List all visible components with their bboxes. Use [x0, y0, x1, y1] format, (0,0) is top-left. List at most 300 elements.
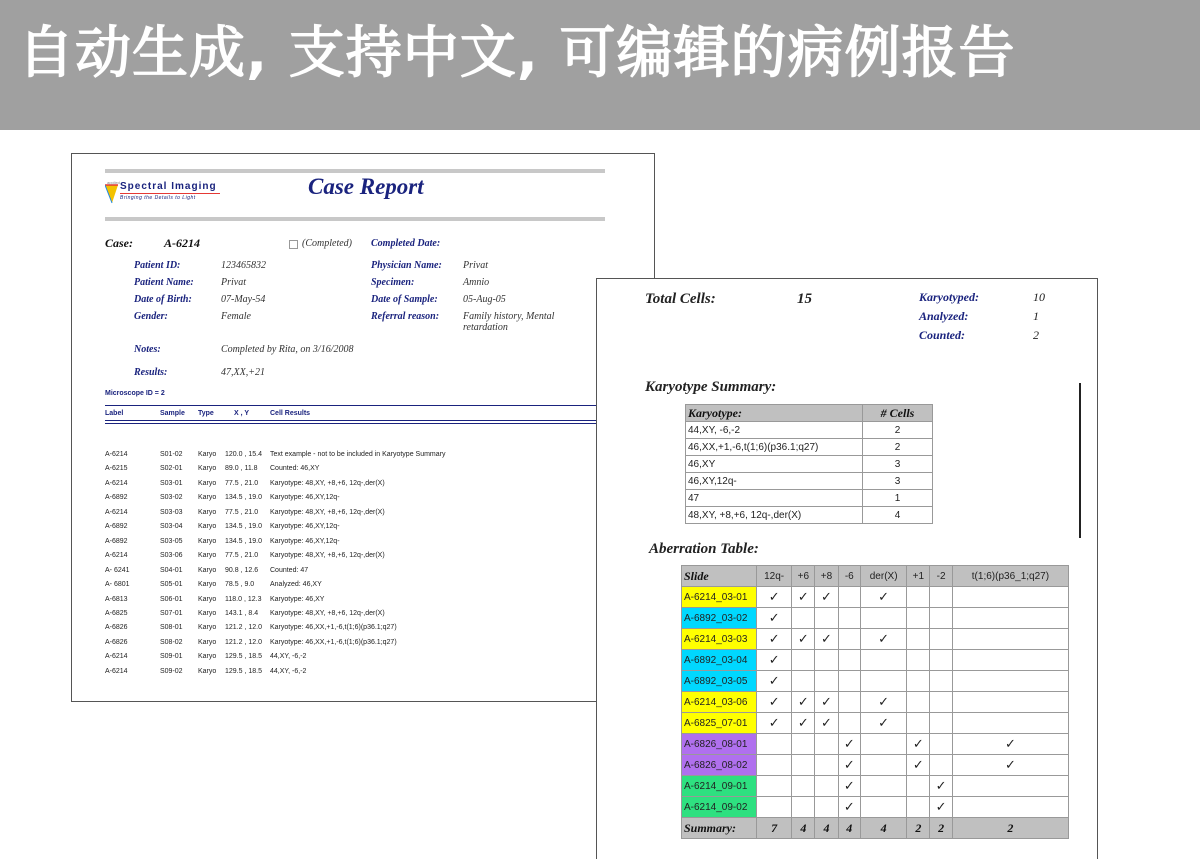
- results-label: Results:: [134, 367, 168, 378]
- aberration-row: [682, 755, 1069, 776]
- karyotype-col-header: Karyotype:: [686, 405, 863, 422]
- cell-result-row: [105, 552, 605, 566]
- cell-label: A- 6801: [105, 581, 130, 589]
- cell-xy: 129.5 , 18.5: [225, 653, 262, 661]
- cell-xy: 78.5 , 9.0: [225, 581, 255, 589]
- cell-type: Karyo: [198, 479, 217, 487]
- karyotype-cell-count: 3: [863, 473, 933, 490]
- cell-type: Karyo: [198, 653, 217, 661]
- patient-field-value: 07-May-54: [221, 294, 266, 305]
- col-type: Type: [198, 410, 214, 417]
- cell-result-row: [105, 465, 605, 479]
- empty-cell: [930, 608, 952, 629]
- top-rule: [105, 169, 605, 173]
- cell-result: Counted: 47: [270, 566, 309, 574]
- cell-type: Karyo: [198, 609, 217, 617]
- cell-label: A-6825: [105, 609, 128, 617]
- empty-cell: [952, 671, 1068, 692]
- banner-title: 自动生成, 支持中文, 可编辑的病例报告: [18, 21, 1016, 86]
- karyotype-cell-count: 1: [863, 490, 933, 507]
- check-mark-icon: ✓: [792, 587, 815, 608]
- slide-name-cell: A-6892_03-05: [682, 671, 757, 692]
- summary-count: 4: [861, 818, 907, 839]
- check-mark-icon: ✓: [815, 587, 838, 608]
- cell-result-row: [105, 624, 605, 638]
- cell-result: Karyotype: 46,XX,+1,-6,t(1;6)(p36.1;q27): [270, 624, 397, 632]
- patient-field-label: Gender:: [134, 311, 168, 322]
- cell-label: A-6813: [105, 595, 128, 603]
- summary-count: 4: [792, 818, 815, 839]
- karyotype-cell-count: 2: [863, 422, 933, 439]
- empty-cell: [952, 713, 1068, 734]
- col-cell-results: Cell Results: [270, 410, 311, 417]
- sample-field-value-line2: retardation: [463, 322, 508, 333]
- empty-cell: [952, 629, 1068, 650]
- case-report-page: [71, 153, 655, 702]
- empty-cell: [838, 692, 860, 713]
- empty-cell: [861, 734, 907, 755]
- logo-tagline: Bringing the Details to Light: [120, 195, 196, 201]
- patient-field-label: Date of Birth:: [134, 294, 192, 305]
- check-mark-icon: ✓: [757, 713, 792, 734]
- cell-label: A- 6241: [105, 566, 130, 574]
- completed-check-label: (Completed): [302, 238, 352, 249]
- summary-count: 2: [930, 818, 952, 839]
- total-cells-label: Total Cells:: [645, 291, 716, 307]
- cell-sample: S03-04: [160, 523, 183, 531]
- cell-xy: 77.5 , 21.0: [225, 552, 259, 560]
- cell-result: Text example - not to be included in Karyotype Summary: [270, 451, 446, 458]
- cell-xy: 89.0 , 11.8: [225, 465, 258, 473]
- empty-cell: [838, 608, 860, 629]
- cell-result-row: [105, 653, 605, 667]
- karyotype-row: [686, 456, 933, 473]
- cell-sample: S03-06: [160, 552, 183, 560]
- empty-cell: [815, 608, 838, 629]
- check-mark-icon: ✓: [757, 629, 792, 650]
- cell-sample: S09-01: [160, 653, 183, 661]
- slide-name-cell: A-6214_09-02: [682, 797, 757, 818]
- empty-cell: [907, 671, 930, 692]
- cell-type: Karyo: [198, 494, 217, 502]
- cell-sample: S08-02: [160, 638, 183, 646]
- cell-result-row: [105, 523, 605, 537]
- spectral-imaging-logo: [105, 179, 225, 207]
- check-mark-icon: ✓: [757, 671, 792, 692]
- karyotype-name: 47: [686, 490, 863, 507]
- cell-label: A-6214: [105, 479, 128, 487]
- cell-label: A-6214: [105, 667, 128, 675]
- empty-cell: [792, 734, 815, 755]
- empty-cell: [907, 797, 930, 818]
- check-mark-icon: ✓: [757, 692, 792, 713]
- cell-type: Karyo: [198, 537, 217, 545]
- empty-cell: [815, 797, 838, 818]
- empty-cell: [861, 650, 907, 671]
- cell-sample: S03-01: [160, 479, 183, 487]
- check-mark-icon: ✓: [861, 713, 907, 734]
- empty-cell: [861, 776, 907, 797]
- empty-cell: [952, 608, 1068, 629]
- empty-cell: [757, 797, 792, 818]
- empty-cell: [952, 776, 1068, 797]
- empty-cell: [930, 650, 952, 671]
- patient-field-label: Patient ID:: [134, 260, 181, 271]
- karyotype-summary-table: [685, 404, 933, 524]
- slide-col-header: Slide: [682, 566, 757, 587]
- empty-cell: [861, 608, 907, 629]
- check-mark-icon: ✓: [907, 734, 930, 755]
- check-mark-icon: ✓: [838, 797, 860, 818]
- slide-name-cell: A-6214_03-01: [682, 587, 757, 608]
- summary-count: 7: [757, 818, 792, 839]
- cell-label: A-6214: [105, 508, 128, 516]
- empty-cell: [861, 797, 907, 818]
- aberration-row: [682, 734, 1069, 755]
- summary-count: 2: [907, 818, 930, 839]
- karyotype-summary-title: Karyotype Summary:: [645, 379, 777, 395]
- check-mark-icon: ✓: [757, 650, 792, 671]
- aberration-col-header: 12q-: [757, 566, 792, 587]
- check-mark-icon: ✓: [952, 734, 1068, 755]
- cell-sample: S05-01: [160, 581, 183, 589]
- aberration-col-header: der(X): [861, 566, 907, 587]
- empty-cell: [930, 671, 952, 692]
- empty-cell: [815, 671, 838, 692]
- empty-cell: [792, 755, 815, 776]
- check-mark-icon: ✓: [861, 587, 907, 608]
- empty-cell: [952, 587, 1068, 608]
- check-mark-icon: ✓: [792, 713, 815, 734]
- banner: [0, 0, 1200, 130]
- empty-cell: [861, 755, 907, 776]
- cell-result-row: [105, 639, 605, 653]
- check-mark-icon: ✓: [838, 755, 860, 776]
- empty-cell: [757, 734, 792, 755]
- slide-name-cell: A-6214_09-01: [682, 776, 757, 797]
- aberration-row: [682, 629, 1069, 650]
- karyotype-header-row: [686, 405, 933, 422]
- cell-type: Karyo: [198, 595, 217, 603]
- cell-result: Karyotype: 46,XX,+1,-6,t(1;6)(p36.1;q27): [270, 638, 397, 646]
- cell-result: Karyotype: 46,XY,12q-: [270, 537, 340, 545]
- empty-cell: [792, 776, 815, 797]
- cell-type: Karyo: [198, 638, 217, 646]
- stat-value: 1: [1033, 309, 1039, 323]
- aberration-table: [681, 565, 1069, 839]
- empty-cell: [907, 776, 930, 797]
- check-mark-icon: ✓: [792, 692, 815, 713]
- aberration-header-row: [682, 566, 1069, 587]
- cell-result-row: [105, 494, 605, 508]
- empty-cell: [930, 755, 952, 776]
- cell-result: Karyotype: 46,XY: [270, 595, 325, 603]
- sample-field-value: Family history, Mental: [463, 311, 555, 322]
- empty-cell: [815, 776, 838, 797]
- cell-xy: 134.5 , 19.0: [225, 523, 262, 531]
- slide-name-cell: A-6892_03-04: [682, 650, 757, 671]
- aberration-summary-row: [682, 818, 1069, 839]
- aberration-table-title: Aberration Table:: [649, 541, 759, 557]
- microscope-id: Microscope ID = 2: [105, 390, 165, 397]
- cell-result-row: [105, 610, 605, 624]
- cell-xy: 143.1 , 8.4: [225, 609, 259, 617]
- empty-cell: [815, 650, 838, 671]
- aberration-row: [682, 671, 1069, 692]
- summary-count: 4: [815, 818, 838, 839]
- sample-field-label: Specimen:: [371, 277, 415, 288]
- cell-type: Karyo: [198, 508, 217, 516]
- stat-value: 2: [1033, 328, 1039, 342]
- cell-xy: 134.5 , 19.0: [225, 494, 262, 502]
- slide-name-cell: A-6214_03-03: [682, 629, 757, 650]
- patient-field-value: Privat: [221, 277, 246, 288]
- cell-result: Karyotype: 48,XY, +8,+6, 12q-,der(X): [270, 552, 385, 560]
- cell-sample: S03-02: [160, 494, 183, 502]
- karyotype-name: 48,XY, +8,+6, 12q-,der(X): [686, 507, 863, 524]
- slide-name-cell: A-6826_08-01: [682, 734, 757, 755]
- empty-cell: [952, 797, 1068, 818]
- aberration-col-header: -6: [838, 566, 860, 587]
- empty-cell: [757, 755, 792, 776]
- cell-label: A-6214: [105, 552, 128, 560]
- karyotype-cell-count: 4: [863, 507, 933, 524]
- cell-result: Karyotype: 48,XY, +8,+6, 12q-,der(X): [270, 609, 385, 617]
- empty-cell: [930, 713, 952, 734]
- empty-cell: [930, 692, 952, 713]
- cell-xy: 121.2 , 12.0: [225, 624, 262, 632]
- empty-cell: [930, 734, 952, 755]
- aberration-col-header: -2: [930, 566, 952, 587]
- check-mark-icon: ✓: [838, 734, 860, 755]
- cell-xy: 121.2 , 12.0: [225, 638, 262, 646]
- summary-count: 2: [952, 818, 1068, 839]
- cell-result-row: [105, 567, 605, 581]
- empty-cell: [861, 671, 907, 692]
- col-xy: X , Y: [234, 410, 250, 417]
- check-mark-icon: ✓: [952, 755, 1068, 776]
- cell-result: Analyzed: 46,XY: [270, 581, 322, 589]
- cell-type: Karyo: [198, 667, 217, 675]
- cell-xy: 77.5 , 21.0: [225, 508, 259, 516]
- karyotype-row: [686, 422, 933, 439]
- cell-type: Karyo: [198, 465, 217, 473]
- sample-field-value: 05-Aug-05: [463, 294, 506, 305]
- cell-result-row: [105, 538, 605, 552]
- aberration-row: [682, 776, 1069, 797]
- empty-cell: [815, 755, 838, 776]
- karyotype-row: [686, 473, 933, 490]
- cell-sample: S02-01: [160, 465, 183, 473]
- empty-cell: [792, 671, 815, 692]
- logo-brand: Spectral Imaging: [120, 181, 217, 192]
- results-value: 47,XX,+21: [221, 367, 265, 378]
- cell-result: Karyotype: 48,XY, +8,+6, 12q-,der(X): [270, 508, 385, 516]
- empty-cell: [907, 713, 930, 734]
- notes-value: Completed by Rita, on 3/16/2008: [221, 344, 354, 355]
- cell-result: 44,XY, -6,-2: [270, 653, 307, 661]
- empty-cell: [838, 671, 860, 692]
- empty-cell: [930, 629, 952, 650]
- cell-label: A-6892: [105, 537, 128, 545]
- cell-result: Counted: 46,XY: [270, 465, 320, 473]
- cell-type: Karyo: [198, 451, 217, 458]
- aberration-row: [682, 587, 1069, 608]
- cell-result: Karyotype: 46,XY,12q-: [270, 494, 340, 502]
- aberration-row: [682, 797, 1069, 818]
- logo-underline: [120, 193, 220, 194]
- case-id: A-6214: [164, 236, 200, 250]
- cell-xy: 90.8 , 12.6: [225, 566, 259, 574]
- sample-field-value: Amnio: [463, 277, 490, 288]
- patient-field-label: Patient Name:: [134, 277, 194, 288]
- cell-result-row: [105, 451, 605, 465]
- cell-sample: S07-01: [160, 609, 183, 617]
- cell-sample: S06-01: [160, 595, 183, 603]
- cell-type: Karyo: [198, 624, 217, 632]
- cell-label: A-6892: [105, 523, 128, 531]
- karyotype-name: 46,XX,+1,-6,t(1;6)(p36.1;q27): [686, 439, 863, 456]
- empty-cell: [792, 650, 815, 671]
- slide-name-cell: A-6214_03-06: [682, 692, 757, 713]
- check-mark-icon: ✓: [907, 755, 930, 776]
- cell-label: A-6215: [105, 465, 128, 473]
- empty-cell: [838, 650, 860, 671]
- patient-field-value: Female: [221, 311, 251, 322]
- cell-result-row: [105, 509, 605, 523]
- cell-label: A-6214: [105, 653, 128, 661]
- cell-sample: S04-01: [160, 566, 183, 574]
- slide-name-cell: A-6825_07-01: [682, 713, 757, 734]
- header-rule-double: [105, 423, 596, 424]
- cell-label: A-6214: [105, 451, 128, 458]
- cell-xy: 129.5 , 18.5: [225, 667, 262, 675]
- karyotype-row: [686, 507, 933, 524]
- aberration-col-header: +8: [815, 566, 838, 587]
- cell-result: Karyotype: 46,XY,12q-: [270, 523, 340, 531]
- karyotype-cell-count: 3: [863, 456, 933, 473]
- cell-xy: 77.5 , 21.0: [225, 479, 259, 487]
- sample-field-label: Date of Sample:: [371, 294, 438, 305]
- empty-cell: [792, 608, 815, 629]
- check-mark-icon: ✓: [757, 587, 792, 608]
- summary-count: 4: [838, 818, 860, 839]
- check-mark-icon: ✓: [815, 713, 838, 734]
- stat-label: Karyotyped:: [919, 290, 979, 304]
- completed-checkbox[interactable]: [289, 240, 298, 249]
- empty-cell: [838, 587, 860, 608]
- cell-sample: S01-02: [160, 451, 183, 458]
- check-mark-icon: ✓: [838, 776, 860, 797]
- karyotype-name: 46,XY: [686, 456, 863, 473]
- stat-label: Analyzed:: [919, 309, 969, 323]
- cell-result-row: [105, 668, 605, 682]
- cell-result-row: [105, 581, 605, 595]
- aberration-col-header: t(1;6)(p36_1;q27): [952, 566, 1068, 587]
- empty-cell: [907, 650, 930, 671]
- empty-cell: [907, 629, 930, 650]
- slide-name-cell: A-6826_08-02: [682, 755, 757, 776]
- empty-cell: [757, 776, 792, 797]
- aberration-row: [682, 713, 1069, 734]
- empty-cell: [838, 629, 860, 650]
- title-rule: [105, 217, 605, 221]
- summary-page: [596, 278, 1098, 859]
- patient-field-value: 123465832: [221, 260, 266, 271]
- cell-sample: S09-02: [160, 667, 183, 675]
- cell-label: A-6892: [105, 494, 128, 502]
- col-sample: Sample: [160, 410, 185, 417]
- cell-xy: 120.0 , 15.4: [225, 451, 262, 458]
- empty-cell: [952, 650, 1068, 671]
- stat-label: Counted:: [919, 328, 966, 342]
- cell-result: Karyotype: 48,XY, +8,+6, 12q-,der(X): [270, 479, 385, 487]
- empty-cell: [930, 587, 952, 608]
- check-mark-icon: ✓: [815, 629, 838, 650]
- check-mark-icon: ✓: [861, 629, 907, 650]
- aberration-row: [682, 650, 1069, 671]
- cell-xy: 134.5 , 19.0: [225, 537, 262, 545]
- check-mark-icon: ✓: [861, 692, 907, 713]
- empty-cell: [907, 608, 930, 629]
- cell-sample: S08-01: [160, 624, 183, 632]
- report-title: Case Report: [308, 174, 424, 199]
- karyotype-name: 46,XY,12q-: [686, 473, 863, 490]
- cell-type: Karyo: [198, 552, 217, 560]
- empty-cell: [815, 734, 838, 755]
- header-rule-bottom: [105, 420, 596, 421]
- summary-label: Summary:: [682, 818, 757, 839]
- check-mark-icon: ✓: [757, 608, 792, 629]
- cell-label: A-6826: [105, 624, 128, 632]
- cells-col-header: # Cells: [863, 405, 933, 422]
- slide-name-cell: A-6892_03-02: [682, 608, 757, 629]
- karyotype-name: 44,XY, -6,-2: [686, 422, 863, 439]
- empty-cell: [838, 713, 860, 734]
- case-label: Case:: [105, 236, 133, 250]
- karyotype-cell-count: 2: [863, 439, 933, 456]
- empty-cell: [907, 587, 930, 608]
- cell-type: Karyo: [198, 566, 217, 574]
- col-label: Label: [105, 410, 124, 417]
- cell-type: Karyo: [198, 581, 217, 589]
- karyotype-row: [686, 490, 933, 507]
- logo-triangle-icon: [105, 183, 119, 205]
- check-mark-icon: ✓: [815, 692, 838, 713]
- empty-cell: [792, 797, 815, 818]
- sample-field-label: Physician Name:: [371, 260, 442, 271]
- cell-type: Karyo: [198, 523, 217, 531]
- notes-label: Notes:: [134, 344, 161, 355]
- check-mark-icon: ✓: [930, 776, 952, 797]
- logo-small-text: applied: [107, 180, 120, 185]
- cell-sample: S03-03: [160, 508, 183, 516]
- check-mark-icon: ✓: [792, 629, 815, 650]
- sample-field-value: Privat: [463, 260, 488, 271]
- sample-field-label: Referral reason:: [371, 311, 440, 322]
- empty-cell: [952, 692, 1068, 713]
- empty-cell: [907, 692, 930, 713]
- cell-result-row: [105, 480, 605, 494]
- completed-date-label: Completed Date:: [371, 238, 441, 249]
- check-mark-icon: ✓: [930, 797, 952, 818]
- cell-sample: S03-05: [160, 537, 183, 545]
- karyotype-row: [686, 439, 933, 456]
- cell-result: 44,XY, -6,-2: [270, 667, 307, 675]
- aberration-col-header: +1: [907, 566, 930, 587]
- cell-xy: 118.0 , 12.3: [225, 595, 262, 603]
- vertical-rule: [1079, 383, 1081, 538]
